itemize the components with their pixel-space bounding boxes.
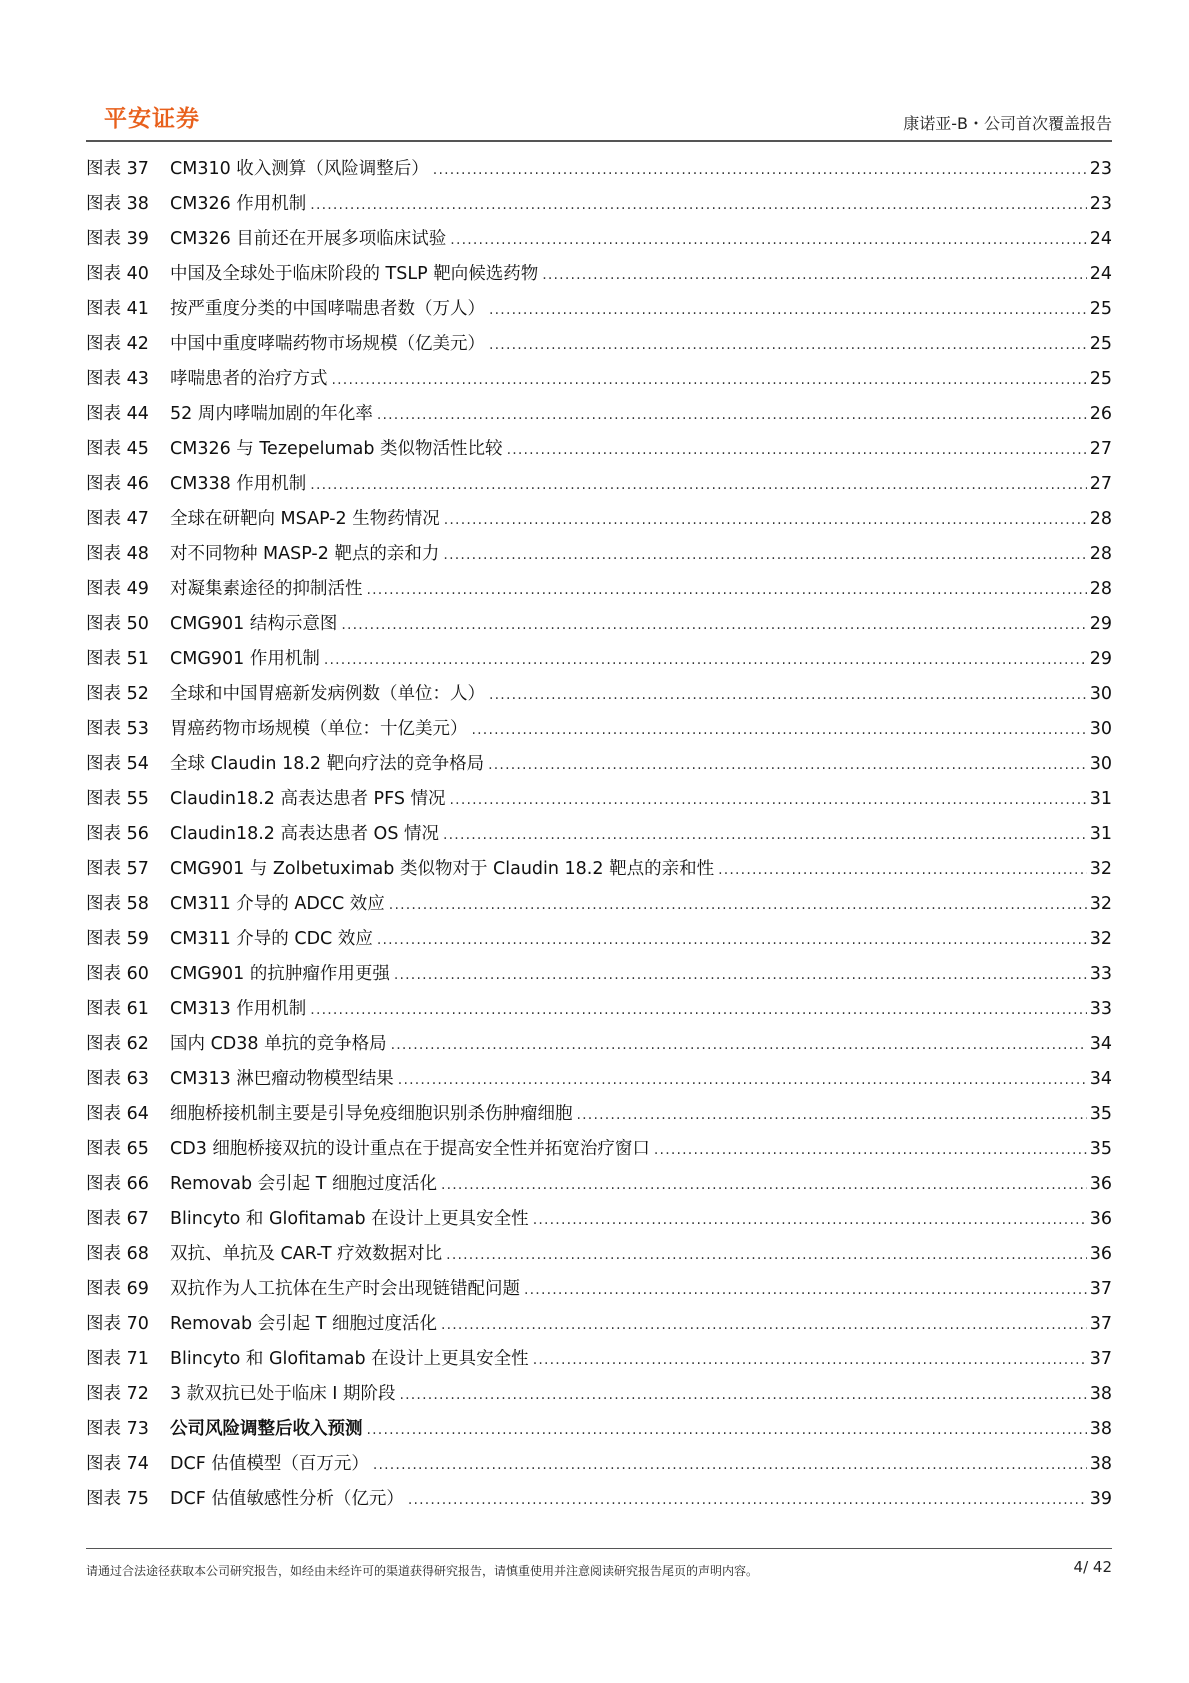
toc-entry-page: 27 xyxy=(1089,474,1112,494)
toc-entry-title[interactable]: CM313 淋巴瘤动物模型结果 xyxy=(170,1069,394,1089)
dot-leader xyxy=(654,1142,1087,1158)
toc-entry[interactable] xyxy=(86,1380,1112,1415)
header-divider xyxy=(86,140,1112,142)
toc-entry-title[interactable]: Claudin18.2 高表达患者 OS 情况 xyxy=(170,824,439,844)
toc-entry-title[interactable]: 公司风险调整后收入预测 xyxy=(170,1419,363,1439)
toc-entry-title[interactable]: DCF 估值模型（百万元） xyxy=(170,1454,369,1474)
dot-leader xyxy=(367,1422,1087,1438)
toc-entry-label: 图表 52 xyxy=(86,684,149,704)
toc-entry-title[interactable]: CD3 细胞桥接双抗的设计重点在于提高安全性并拓宽治疗窗口 xyxy=(170,1139,650,1159)
dot-leader xyxy=(341,617,1086,633)
toc-entry-title[interactable]: 全球和中国胃癌新发病例数（单位：人） xyxy=(170,684,485,704)
toc-entry-label: 图表 63 xyxy=(86,1069,149,1089)
dot-leader xyxy=(450,792,1087,808)
toc-entry-title[interactable]: 52 周内哮喘加剧的年化率 xyxy=(170,404,373,424)
toc-entry-page: 37 xyxy=(1089,1349,1112,1369)
toc-entry-page: 32 xyxy=(1089,894,1112,914)
toc-entry[interactable] xyxy=(86,575,1112,610)
toc-entry-label: 图表 40 xyxy=(86,264,149,284)
toc-entry-label: 图表 66 xyxy=(86,1174,149,1194)
dot-leader xyxy=(399,1387,1086,1403)
toc-entry-page: 30 xyxy=(1089,684,1112,704)
toc-entry-label: 图表 71 xyxy=(86,1349,149,1369)
toc-entry-title[interactable]: 双抗作为人工抗体在生产时会出现链错配问题 xyxy=(170,1279,520,1299)
toc-entry-page: 23 xyxy=(1089,159,1112,179)
toc-entry-page: 30 xyxy=(1089,754,1112,774)
footer-divider xyxy=(86,1548,1112,1549)
dot-leader xyxy=(310,197,1086,213)
dot-leader xyxy=(450,232,1086,248)
toc-entry-title[interactable]: CMG901 的抗肿瘤作用更强 xyxy=(170,964,390,984)
toc-entry-label: 图表 38 xyxy=(86,194,149,214)
toc-entry[interactable] xyxy=(86,925,1112,960)
toc-entry[interactable] xyxy=(86,1135,1112,1170)
toc-entry-page: 28 xyxy=(1089,579,1112,599)
dot-leader xyxy=(441,1177,1087,1193)
toc-entry-page: 23 xyxy=(1089,194,1112,214)
toc-entry[interactable] xyxy=(86,190,1112,225)
toc-entry[interactable] xyxy=(86,890,1112,925)
toc-entry-title[interactable]: CM326 与 Tezepelumab 类似物活性比较 xyxy=(170,439,503,459)
toc-entry-page: 24 xyxy=(1089,264,1112,284)
toc-entry-label: 图表 53 xyxy=(86,719,149,739)
dot-leader xyxy=(444,512,1087,528)
toc-entry-title[interactable]: 国内 CD38 单抗的竞争格局 xyxy=(170,1034,387,1054)
toc-entry[interactable] xyxy=(86,820,1112,855)
dot-leader xyxy=(310,1002,1086,1018)
toc-entry-title[interactable]: CMG901 结构示意图 xyxy=(170,614,338,634)
toc-entry[interactable] xyxy=(86,1450,1112,1485)
toc-entry-label: 图表 50 xyxy=(86,614,149,634)
toc-entry[interactable] xyxy=(86,400,1112,435)
toc-entry-title[interactable]: Blincyto 和 Glofitamab 在设计上更具安全性 xyxy=(170,1209,529,1229)
toc-entry-page: 29 xyxy=(1089,614,1112,634)
toc-entry-page: 33 xyxy=(1089,999,1112,1019)
toc-entry-label: 图表 57 xyxy=(86,859,149,879)
page-number: 4/ 42 xyxy=(1073,1558,1112,1576)
dot-leader xyxy=(718,862,1087,878)
toc-entry-page: 32 xyxy=(1089,929,1112,949)
toc-entry-title[interactable]: 双抗、单抗及 CAR-T 疗效数据对比 xyxy=(170,1244,443,1264)
toc-entry-label: 图表 67 xyxy=(86,1209,149,1229)
dot-leader xyxy=(489,687,1087,703)
toc-entry-label: 图表 61 xyxy=(86,999,149,1019)
footer-disclaimer: 请通过合法途径获取本公司研究报告，如经由未经许可的渠道获得研究报告，请慎重使用并注意阅读研究报告尾页的声明内容。 xyxy=(86,1564,759,1578)
toc-entry-page: 36 xyxy=(1089,1244,1112,1264)
toc-entry-page: 34 xyxy=(1089,1069,1112,1089)
toc-entry-page: 36 xyxy=(1089,1174,1112,1194)
toc-entry-label: 图表 56 xyxy=(86,824,149,844)
toc-entry-title[interactable]: 全球在研靶向 MSAP-2 生物药情况 xyxy=(170,509,440,529)
toc-entry[interactable] xyxy=(86,330,1112,365)
toc-entry-label: 图表 62 xyxy=(86,1034,149,1054)
toc-entry-title[interactable]: CM311 介导的 ADCC 效应 xyxy=(170,894,385,914)
toc-entry[interactable] xyxy=(86,225,1112,260)
toc-entry-page: 29 xyxy=(1089,649,1112,669)
dot-leader xyxy=(577,1107,1087,1123)
toc-entry[interactable] xyxy=(86,960,1112,995)
dot-leader xyxy=(310,477,1086,493)
toc-entry-page: 31 xyxy=(1089,824,1112,844)
toc-entry-label: 图表 75 xyxy=(86,1489,149,1509)
toc-entry-page: 24 xyxy=(1089,229,1112,249)
toc-entry[interactable] xyxy=(86,715,1112,750)
toc-entry-label: 图表 69 xyxy=(86,1279,149,1299)
toc-entry[interactable] xyxy=(86,1030,1112,1065)
toc-entry[interactable] xyxy=(86,785,1112,820)
toc-entry-title[interactable]: 细胞桥接机制主要是引导免疫细胞识别杀伤肿瘤细胞 xyxy=(170,1104,573,1124)
toc-entry-title[interactable]: CM313 作用机制 xyxy=(170,999,307,1019)
dot-leader xyxy=(533,1352,1087,1368)
toc-entry-label: 图表 73 xyxy=(86,1419,149,1439)
toc-entry[interactable] xyxy=(86,680,1112,715)
toc-entry-label: 图表 37 xyxy=(86,159,149,179)
dot-leader xyxy=(489,302,1087,318)
toc-entry[interactable] xyxy=(86,470,1112,505)
toc-entry-page: 28 xyxy=(1089,509,1112,529)
dot-leader xyxy=(507,442,1087,458)
dot-leader xyxy=(408,1492,1087,1508)
toc-entry-title[interactable]: CM326 作用机制 xyxy=(170,194,307,214)
toc-entry-page: 38 xyxy=(1089,1384,1112,1404)
toc-entry-title[interactable]: 哮喘患者的治疗方式 xyxy=(170,369,328,389)
toc-entry-page: 25 xyxy=(1089,334,1112,354)
toc-entry-label: 图表 51 xyxy=(86,649,149,669)
dot-leader xyxy=(391,1037,1087,1053)
toc-entry-label: 图表 60 xyxy=(86,964,149,984)
toc-entry-title[interactable]: 全球 Claudin 18.2 靶向疗法的竞争格局 xyxy=(170,754,485,774)
toc-entry[interactable] xyxy=(86,435,1112,470)
toc-entry-title[interactable]: Removab 会引起 T 细胞过度活化 xyxy=(170,1174,437,1194)
toc-entry-label: 图表 54 xyxy=(86,754,149,774)
toc-entry-title[interactable]: DCF 估值敏感性分析（亿元） xyxy=(170,1489,404,1509)
toc-entry-label: 图表 65 xyxy=(86,1139,149,1159)
toc-entry[interactable] xyxy=(86,540,1112,575)
toc-entry-title[interactable]: 对凝集素途径的抑制活性 xyxy=(170,579,363,599)
toc-entry-label: 图表 46 xyxy=(86,474,149,494)
report-title: 康诺亚-B・公司首次覆盖报告 xyxy=(903,114,1112,133)
toc-entry[interactable] xyxy=(86,1275,1112,1310)
toc-entry-page: 25 xyxy=(1089,369,1112,389)
toc-entry[interactable] xyxy=(86,1100,1112,1135)
dot-leader xyxy=(433,162,1087,178)
toc-entry-page: 32 xyxy=(1089,859,1112,879)
dot-leader xyxy=(394,967,1087,983)
toc-entry[interactable] xyxy=(86,1065,1112,1100)
toc-entry-title[interactable]: CMG901 与 Zolbetuximab 类似物对于 Claudin 18.2 靶点的亲和性 xyxy=(170,859,715,879)
toc-entry[interactable] xyxy=(86,1240,1112,1275)
toc-entry-label: 图表 74 xyxy=(86,1454,149,1474)
toc-entry-title[interactable]: Removab 会引起 T 细胞过度活化 xyxy=(170,1314,437,1334)
toc-entry-page: 38 xyxy=(1089,1454,1112,1474)
figure-table-of-contents xyxy=(86,155,1112,1520)
toc-entry[interactable] xyxy=(86,995,1112,1030)
toc-entry-label: 图表 43 xyxy=(86,369,149,389)
toc-entry-title[interactable]: 3 款双抗已处于临床 I 期阶段 xyxy=(170,1384,396,1404)
toc-entry-label: 图表 68 xyxy=(86,1244,149,1264)
dot-leader xyxy=(389,897,1087,913)
toc-entry-page: 33 xyxy=(1089,964,1112,984)
toc-entry[interactable] xyxy=(86,1485,1112,1520)
toc-entry-label: 图表 59 xyxy=(86,929,149,949)
toc-entry-page: 26 xyxy=(1089,404,1112,424)
dot-leader xyxy=(488,757,1087,773)
toc-entry-title[interactable]: CMG901 作用机制 xyxy=(170,649,320,669)
toc-entry-label: 图表 49 xyxy=(86,579,149,599)
toc-entry-label: 图表 44 xyxy=(86,404,149,424)
toc-entry-page: 36 xyxy=(1089,1209,1112,1229)
toc-entry-title[interactable]: CM311 介导的 CDC 效应 xyxy=(170,929,373,949)
toc-entry-page: 27 xyxy=(1089,439,1112,459)
dot-leader xyxy=(441,1317,1087,1333)
toc-entry-page: 37 xyxy=(1089,1314,1112,1334)
toc-entry[interactable] xyxy=(86,260,1112,295)
toc-entry-label: 图表 72 xyxy=(86,1384,149,1404)
dot-leader xyxy=(377,932,1087,948)
toc-entry-label: 图表 45 xyxy=(86,439,149,459)
dot-leader xyxy=(324,652,1087,668)
toc-entry[interactable] xyxy=(86,295,1112,330)
dot-leader xyxy=(398,1072,1087,1088)
dot-leader xyxy=(472,722,1087,738)
toc-entry-title[interactable]: 中国及全球处于临床阶段的 TSLP 靶向候选药物 xyxy=(170,264,539,284)
toc-entry-label: 图表 48 xyxy=(86,544,149,564)
toc-entry-label: 图表 39 xyxy=(86,229,149,249)
toc-entry[interactable] xyxy=(86,365,1112,400)
toc-entry[interactable] xyxy=(86,610,1112,645)
toc-entry-label: 图表 58 xyxy=(86,894,149,914)
dot-leader xyxy=(367,582,1087,598)
toc-entry-page: 31 xyxy=(1089,789,1112,809)
dot-leader xyxy=(377,407,1087,423)
toc-entry[interactable] xyxy=(86,1310,1112,1345)
toc-entry-page: 34 xyxy=(1089,1034,1112,1054)
company-logo: 平安证券 xyxy=(104,106,200,132)
toc-entry-label: 图表 70 xyxy=(86,1314,149,1334)
toc-entry[interactable] xyxy=(86,645,1112,680)
toc-entry[interactable] xyxy=(86,855,1112,890)
toc-entry[interactable] xyxy=(86,1205,1112,1240)
dot-leader xyxy=(524,1282,1087,1298)
toc-entry-title[interactable]: Claudin18.2 高表达患者 PFS 情况 xyxy=(170,789,446,809)
toc-entry-page: 35 xyxy=(1089,1104,1112,1124)
toc-entry-label: 图表 55 xyxy=(86,789,149,809)
toc-entry-page: 39 xyxy=(1089,1489,1112,1509)
dot-leader xyxy=(443,827,1087,843)
toc-entry-title[interactable]: Blincyto 和 Glofitamab 在设计上更具安全性 xyxy=(170,1349,529,1369)
toc-entry-page: 38 xyxy=(1089,1419,1112,1439)
toc-entry-label: 图表 42 xyxy=(86,334,149,354)
dot-leader xyxy=(332,372,1087,388)
dot-leader xyxy=(446,1247,1087,1263)
toc-entry-label: 图表 64 xyxy=(86,1104,149,1124)
toc-entry-page: 25 xyxy=(1089,299,1112,319)
toc-entry[interactable] xyxy=(86,505,1112,540)
toc-entry[interactable] xyxy=(86,1345,1112,1380)
dot-leader xyxy=(443,547,1086,563)
dot-leader xyxy=(533,1212,1087,1228)
toc-entry-title[interactable]: 按严重度分类的中国哮喘患者数（万人） xyxy=(170,299,485,319)
toc-entry-page: 30 xyxy=(1089,719,1112,739)
toc-entry-title[interactable]: 胃癌药物市场规模（单位：十亿美元） xyxy=(170,719,468,739)
toc-entry-title[interactable]: CM338 作用机制 xyxy=(170,474,307,494)
toc-entry[interactable] xyxy=(86,1415,1112,1450)
toc-entry[interactable] xyxy=(86,750,1112,785)
toc-entry-label: 图表 47 xyxy=(86,509,149,529)
toc-entry-page: 28 xyxy=(1089,544,1112,564)
toc-entry-page: 37 xyxy=(1089,1279,1112,1299)
dot-leader xyxy=(373,1457,1087,1473)
toc-entry-title[interactable]: 中国中重度哮喘药物市场规模（亿美元） xyxy=(170,334,485,354)
toc-entry-label: 图表 41 xyxy=(86,299,149,319)
toc-entry[interactable] xyxy=(86,1170,1112,1205)
toc-entry[interactable] xyxy=(86,155,1112,190)
dot-leader xyxy=(489,337,1087,353)
toc-entry-page: 35 xyxy=(1089,1139,1112,1159)
toc-entry-title[interactable]: 对不同物种 MASP-2 靶点的亲和力 xyxy=(170,544,440,564)
dot-leader xyxy=(542,267,1086,283)
toc-entry-title[interactable]: CM310 收入测算（风险调整后） xyxy=(170,159,429,179)
toc-entry-title[interactable]: CM326 目前还在开展多项临床试验 xyxy=(170,229,447,249)
